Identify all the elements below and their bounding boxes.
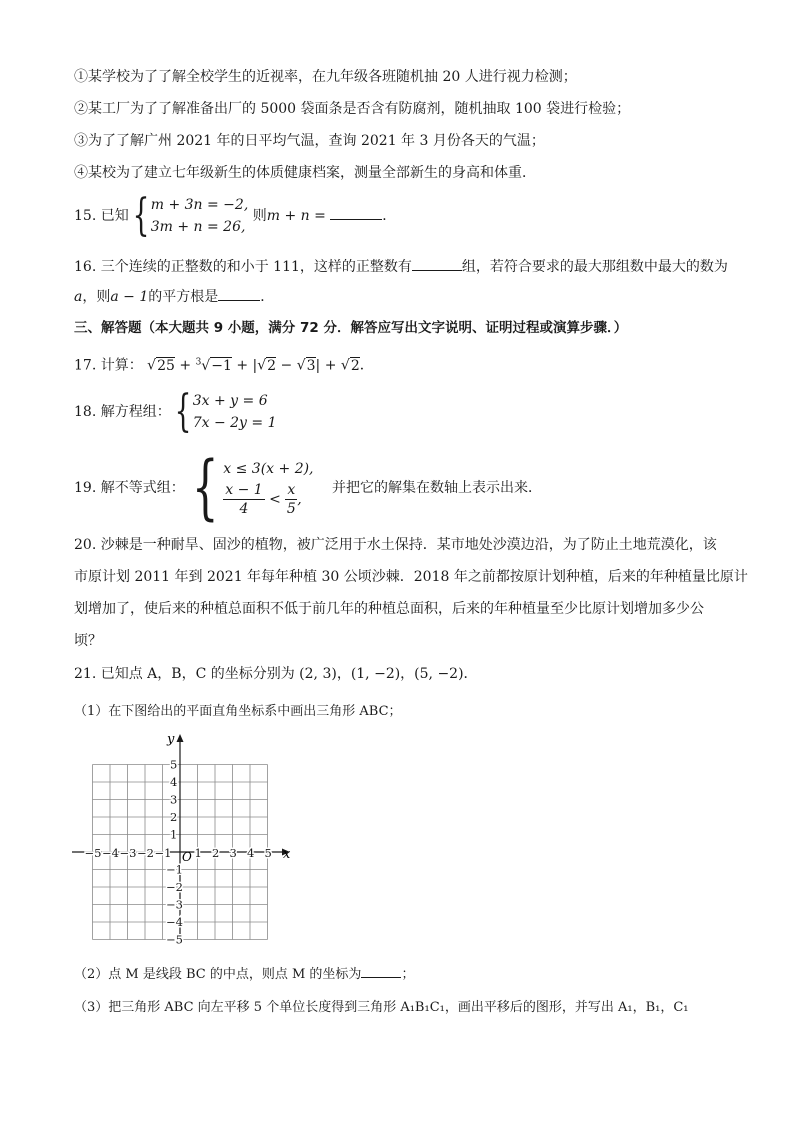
q17-abs: |√2 − √3| [252,357,321,374]
q17-end: ． [359,357,374,374]
survey-item-3: ③为了了解广州 2021 年的日平均气温，查询 2021 年 3 月份各天的气温； [74,133,545,149]
q18-eq1: 3x + y = 6 [192,393,268,409]
y-tick-label: 4 [170,775,178,789]
q17-r1: 25 [157,357,175,374]
y-tick-label: −5 [166,932,183,947]
coordinate-grid [66,728,306,948]
q20-line-1: 20. 沙棘是一种耐旱、固沙的植物，被广泛用于水土保持．某市地处沙漠边沿，为了防止土地荒漠化，该 [74,537,717,553]
q18-label: 18. 解方程组： [74,404,171,420]
q19-num-left: x − 1 [225,481,263,498]
question-16-line2 [74,286,274,307]
question-16-line1 [74,256,728,277]
q17-cube-index: 3 [195,357,202,367]
q17-minus: − [280,357,293,374]
q16-expr: a − 1 [110,289,149,305]
q16-text-d: 的平方根是 [148,289,219,305]
q16-text-a: 16. 三个连续的正整数的和小于 111，这样的正整数有 [74,259,412,275]
y-axis-label: y [167,732,175,747]
q19-comma: , [297,491,302,507]
y-tick-label: 5 [170,757,178,772]
q16-end: ． [260,289,275,305]
q17-abs-b: 3 [306,357,316,374]
q17-plus1: + [179,357,192,374]
x-tick-label: 4 [247,846,255,860]
y-tick-label: −3 [166,897,183,912]
q17-label: 17. 计算： [74,357,143,374]
q20-line-3: 划增加了，使后来的种植总面积不低于前几年的种植总面积，后来的年种植量至少比原计划增加多少公 [74,601,704,617]
y-tick-label: 3 [170,792,178,807]
q19-ineq1: x ≤ 3(x + 2), [223,460,314,477]
x-tick-label: 2 [212,846,220,860]
q17-r2: −1 [211,357,232,374]
survey-item-2: ②某工厂为了了解准备出厂的 5000 袋面条是否含有防腐剂，随机抽取 100 袋进行检验； [74,101,631,117]
q18-system [193,390,277,434]
q21-statement: 21. 已知点 A，B，C 的坐标分别为 (2, 3)，(1, −2)，(5, −2)． [74,666,478,682]
q15-eq2: 3m + n = 26, [150,219,246,235]
question-15 [74,190,397,241]
x-tick-label: −5 [84,846,102,860]
q17-cbrt: $^3$√−1 [195,357,232,374]
y-tick-label: −4 [166,915,183,929]
q17-r3: 2 [350,357,360,374]
q19-den-left: 4 [239,500,249,517]
q15-lead: 已知 [100,208,129,224]
q19-den-right: 5 [286,500,296,517]
q21-p2-end: ； [401,967,415,982]
q20-line-4: 顷？ [74,633,102,649]
q19-tail: 并把它的解集在数轴上表示出来． [331,480,542,496]
q18-brace: { [174,386,192,437]
q15-answer-blank[interactable] [330,205,382,220]
q19-system [223,457,313,518]
x-tick-label: 3 [229,846,237,860]
y-tick-label: 2 [170,810,178,824]
q15-end: ． [382,208,397,224]
q15-expr: m + n = [266,208,326,224]
x-axis-label: x [283,847,291,862]
q21-p2-text: （2）点 M 是线段 BC 的中点，则点 M 的坐标为 [74,967,362,982]
q19-num-right: x [287,481,296,498]
q21-part-3: （3）把三角形 ABC 向左平移 5 个单位长度得到三角形 A₁B₁C₁，画出平移后的图形，并写出 A₁，B₁，C₁ [74,1000,689,1015]
x-tick-label: −4 [102,846,119,860]
q19-brace: { [191,446,219,528]
x-tick-label: −1 [154,846,172,860]
q19-frac-left [223,481,264,518]
q15-eq1: m + 3n = −2, [150,197,249,213]
q18-eq2: 7x − 2y = 1 [192,415,277,431]
x-tick-label: −3 [119,846,137,860]
q17-sqrt-2: √2 [340,357,360,374]
q19-lt: < [269,491,281,507]
section-3-heading: 三、解答题（本大题共 9 小题，满分 72 分．解答应写出文字说明、证明过程或演算步骤．） [74,320,628,336]
survey-item-4: ④某校为了建立七年级新生的体质健康档案，测量全部新生的身高和体重． [74,165,536,181]
q16-var: a [74,289,83,305]
q20-line-2: 市原计划 2011 年到 2021 年每年种植 30 公顷沙棘．2018 年之前都按原计划种植，后来的年种植量比原计 [74,569,748,585]
q17-plus3: + [324,357,337,374]
x-tick-label: −2 [137,846,154,860]
q16-blank-1[interactable] [412,256,462,271]
origin-label: O [182,850,192,864]
q19-frac-right [285,481,297,518]
q21-part-1: （1）在下图给出的平面直角坐标系中画出三角形 ABC； [74,704,402,719]
q19-label: 19. 解不等式组： [74,480,185,496]
question-17 [74,352,374,376]
q16-text-c: ，则 [82,289,111,305]
q15-number: 15. [74,208,97,224]
question-19 [74,446,542,528]
q17-abs-a: 2 [267,357,277,374]
y-tick-label: 1 [170,827,178,842]
x-tick-label: 5 [264,846,272,860]
q21-part-2 [74,963,414,985]
q16-text-b: 组，若符合要求的最大那组数中最大的数为 [461,259,728,275]
y-tick-label: −1 [166,862,183,877]
q17-sqrt-25: √25 [147,357,175,374]
q21-m-blank[interactable] [361,963,401,978]
axes [72,734,290,944]
survey-item-1: ①某学校为了了解全校学生的近视率，在九年级各班随机抽 20 人进行视力检测； [74,69,577,85]
q15-system [151,194,249,238]
q16-blank-2[interactable] [218,286,260,301]
q15-brace: { [132,190,150,241]
question-18 [74,386,277,437]
y-axis-arrow [177,734,184,742]
q15-then: 则 [252,208,267,224]
y-tick-label: −2 [166,880,183,894]
q17-plus2: + [236,357,249,374]
x-tick-label: 1 [194,846,202,860]
